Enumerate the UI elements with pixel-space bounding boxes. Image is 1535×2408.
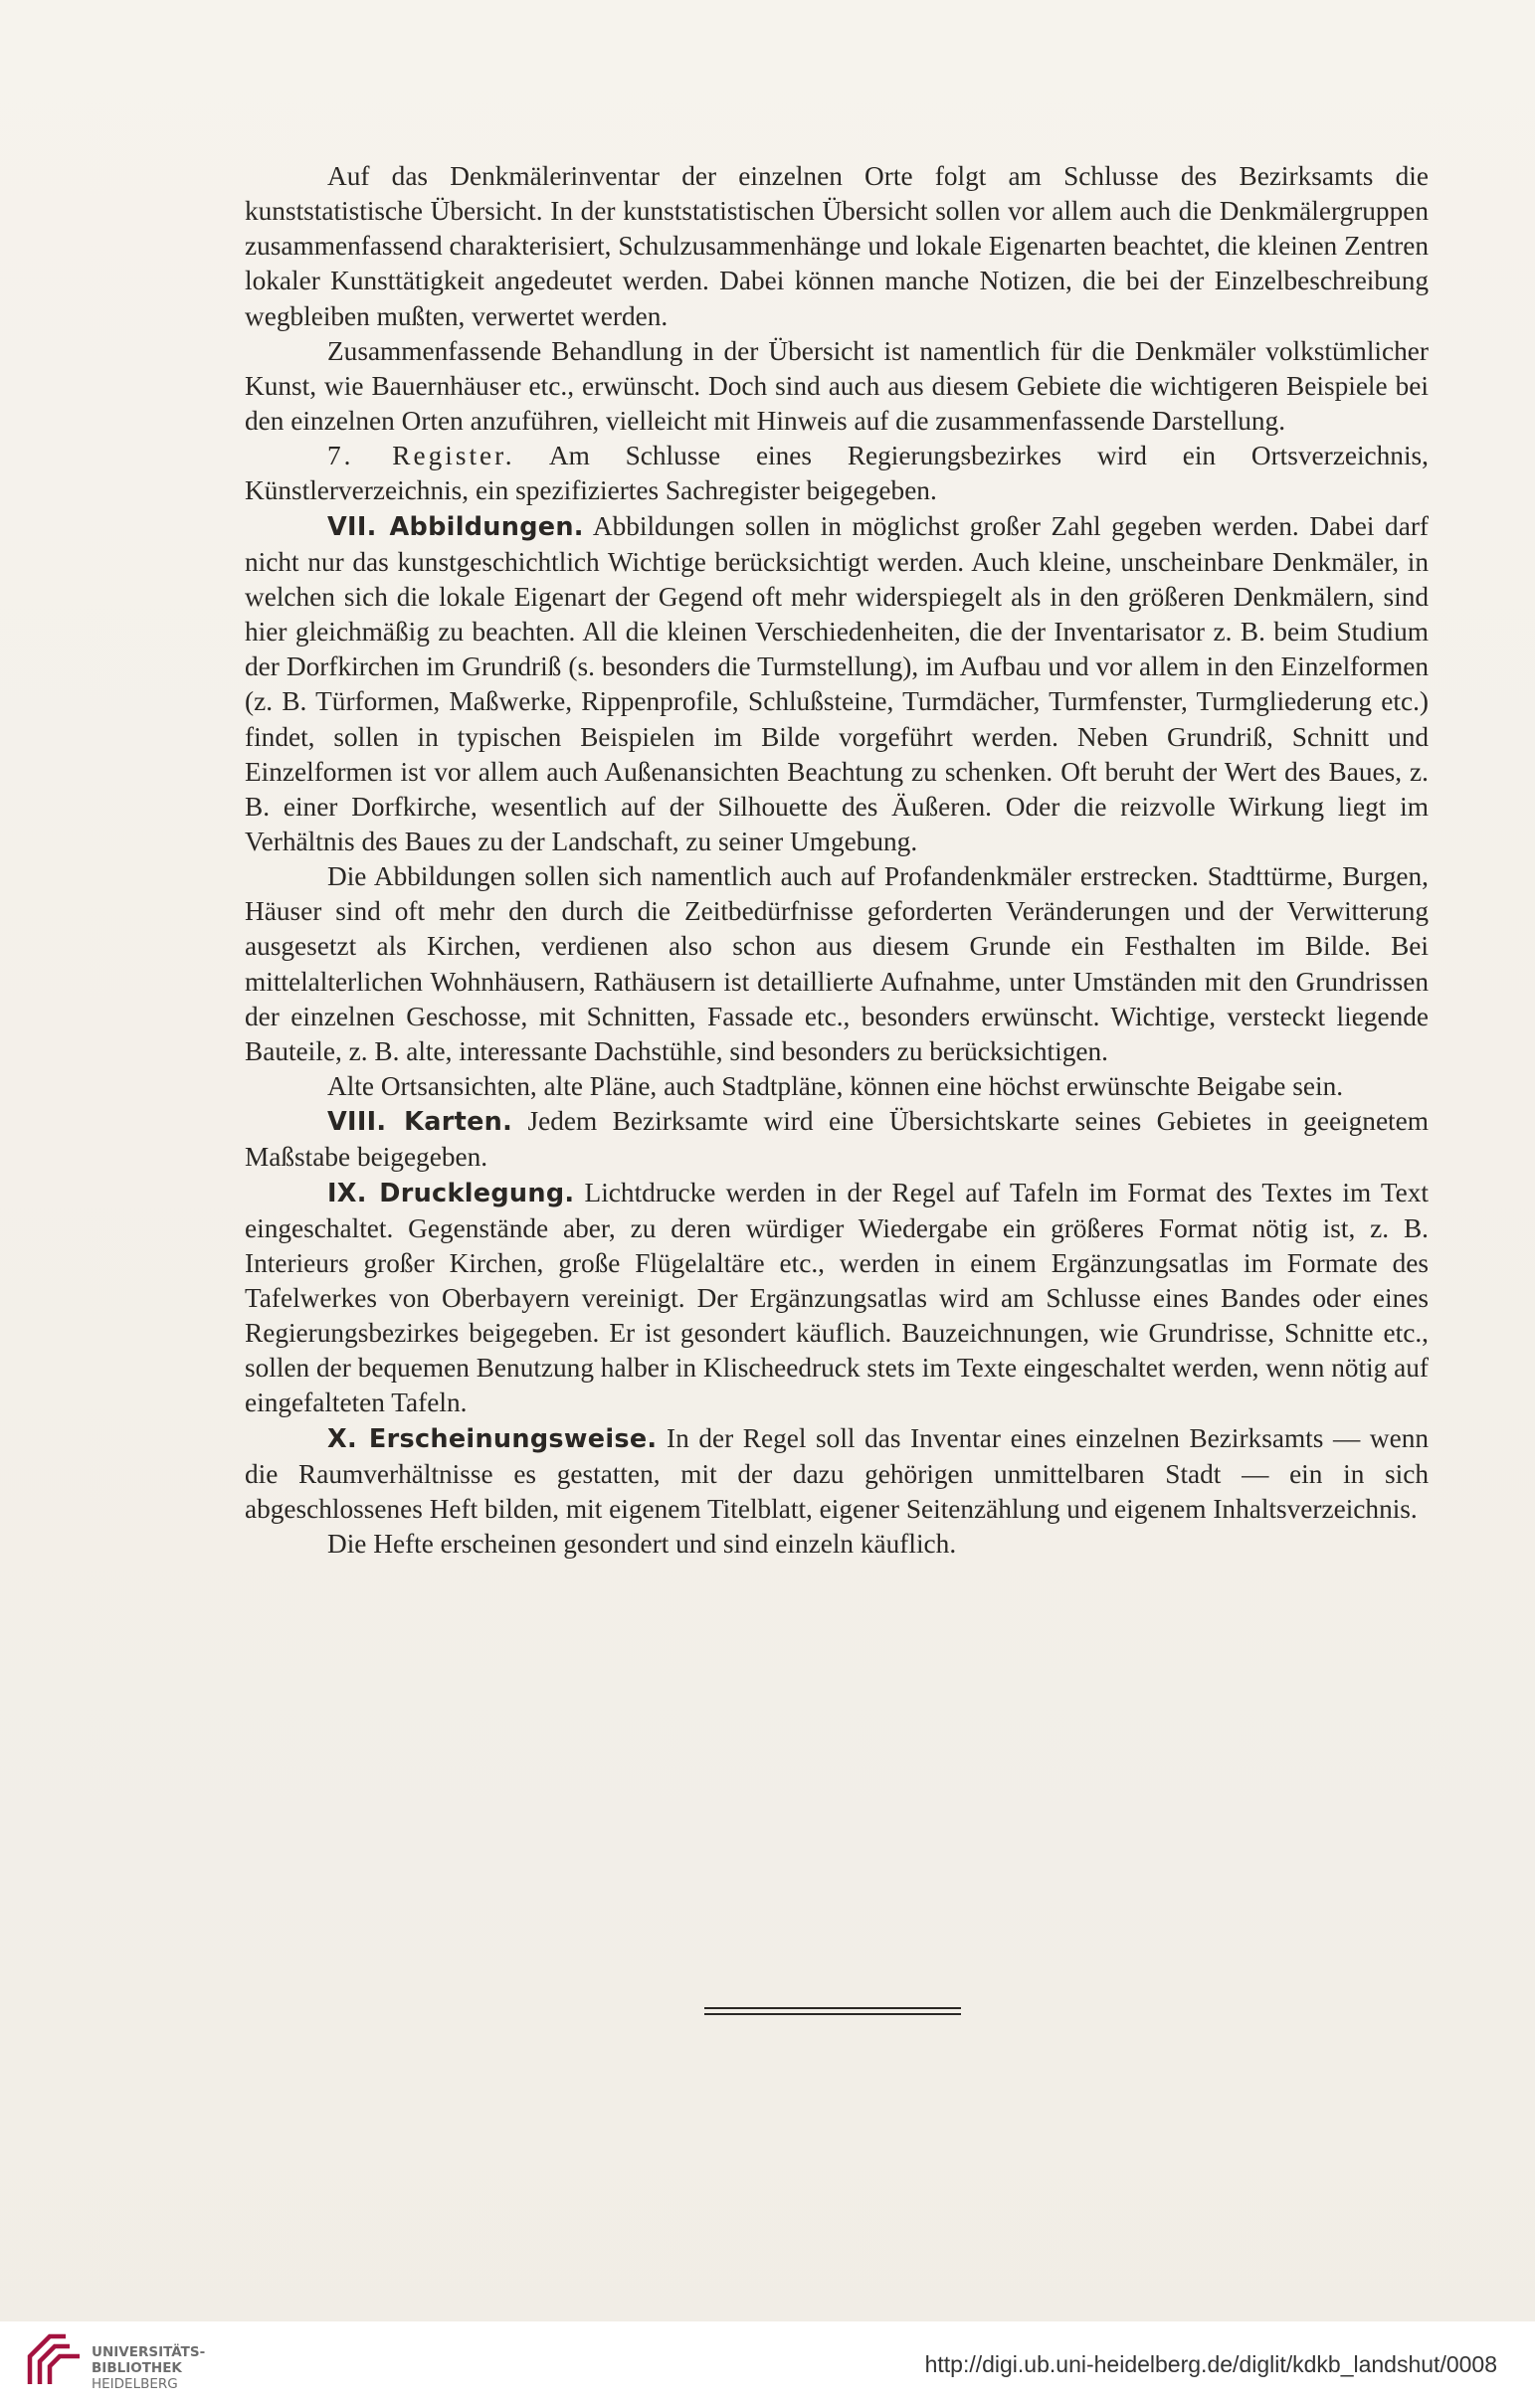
paragraph-erscheinungsweise	[245, 1421, 1429, 1527]
paragraph-karten-text: Jedem Bezirksamte wird eine Übersichtskarte seines Gebietes in geeignetem Maßstabe beigegeben.	[245, 1106, 1429, 1173]
paragraph-abbildungen-text: Abbildungen sollen in möglichst großer Zahl gegeben werden. Dabei darf nicht nur das kunstgeschichtlich Wichtige berücksichtigt werden. Auch kleine, unscheinbare Denkmäler, in welchen sich die lokale Eigenart der Gegend oft mehr widerspiegelt als in den größeren Denkmälern, sind hier gleichmäßig zu beachten. All die kleinen Verschiedenheiten, die der Inventarisator z. B. beim Studium der Dorfkirchen im Grundriß (s. besonders die Turmstellung), im Aufbau und vor allem in den Einzelformen (z. B. Türformen, Maßwerke, Rippenprofile, Schlußsteine, Turmdächer, Turmfenster, Turmgliederung etc.) findet, sollen in typischen Beispielen im Bilde vorgeführt werden. Neben Grundriß, Schnitt und Einzelformen ist vor allem auch Außenansichten Beachtung zu schenken. Oft beruht der Wert des Baues, z. B. einer Dorfkirche, wesentlich auf der Silhouette des Äußeren. Oder die reizvolle Wirkung liegt im Verhältnis des Baues zu der Landschaft, zu seiner Umgebung.	[245, 510, 1429, 856]
section-label-register: 7. Register.	[327, 441, 515, 471]
library-name-line3: HEIDELBERG	[92, 2376, 178, 2392]
body-text	[245, 159, 1429, 1562]
paragraph-karten	[245, 1104, 1429, 1175]
library-logo-icon[interactable]	[26, 2332, 84, 2388]
paragraph-ortsansichten: Alte Ortsansichten, alte Pläne, auch Stadtpläne, können eine höchst erwünschte Beigabe sein.	[327, 1071, 1344, 1102]
paragraph-register-text: Am Schlusse eines Regierungsbezirkes wird ein Ortsverzeichnis, Künstlerverzeichnis, ein spezifiziertes Sachregister beigegeben.	[245, 441, 1429, 506]
paragraph-erscheinungsweise-text: In der Regel soll das Inventar eines einzelnen Bezirksamts — wenn die Raumverhältnisse es gestatten, mit der dazu gehörigen unmittelbaren Stadt — ein in sich abgeschlossenes Heft bilden, mit eigenem Titelblatt, eigener Seitenzählung und eigenem Inhaltsverzeichnis.	[245, 1422, 1429, 1524]
paragraph-abbildungen	[245, 509, 1429, 860]
source-url-link[interactable]: http://digi.ub.uni-heidelberg.de/diglit/kdkb_landshut/0008	[924, 2351, 1497, 2377]
paragraph-register	[245, 439, 1429, 508]
section-heading-drucklegung: IX. Drucklegung.	[327, 1178, 575, 1208]
paragraph-kunststatistik: Auf das Denkmälerinventar der einzelnen Orte folgt am Schlusse des Bezirksamts die kunststatistische Übersicht. In der kunststatistischen Übersicht sollen vor allem auch die Denkmälergruppen zusammenfassend charakterisiert, Schulzusammenhänge und lokale Eigenarten beachtet, die kleinen Zentren lokaler Kunsttätigkeit angedeutet werden. Dabei können manche Notizen, die bei der Einzelbeschreibung wegbleiben mußten, verwertet werden.	[245, 161, 1429, 331]
section-heading-karten: VIII. Karten.	[327, 1107, 513, 1138]
paragraph-profandenkmaeler: Die Abbildungen sollen sich namentlich auch auf Profandenkmäler erstrecken. Stadttürme, Burgen, Häuser sind oft mehr den durch die Zeitbedürfnisse geforderten Veränderungen und der Verwitterung ausgesetzt als Kirchen, verdienen also schon aus diesem Grunde ein Festhalten im Bilde. Bei mittelalterlichen Wohnhäusern, Rathäusern ist detaillierte Aufnahme, unter Umständen mit den Grundrissen der einzelnen Geschosse, mit Schnitten, Fassade etc., besonders erwünscht. Wichtige, versteckt liegende Bauteile, z. B. alte, interessante Dachstühle, sind besonders zu berücksichtigen.	[245, 861, 1429, 1066]
double-rule-bottom	[704, 2013, 961, 2015]
section-heading-abbildungen: VII. Abbildungen.	[327, 511, 584, 542]
paragraph-drucklegung-text: Lichtdrucke werden in der Regel auf Tafeln im Format des Textes im Text eingeschaltet. Gegenstände aber, zu deren würdiger Wiedergabe ein größeres Format nötig ist, z. B. Interieurs großer Kirchen, große Flügelaltäre etc., werden in einem Ergänzungsatlas im Formate des Tafelwerkes von Oberbayern vereinigt. Der Ergänzungsatlas wird am Schlusse eines Bandes oder eines Regierungsbezirkes beigegeben. Er ist gesondert käuflich. Bauzeichnungen, wie Grundrisse, Schnitte etc., sollen der bequemen Benutzung halber in Klischeedruck stets im Texte eingeschaltet werden, wenn nötig auf eingefalteten Tafeln.	[245, 1177, 1430, 1418]
paragraph-volkskunst: Zusammenfassende Behandlung in der Übersicht ist namentlich für die Denkmäler volkstümlicher Kunst, wie Bauernhäuser etc., erwünscht. Doch sind auch aus diesem Gebiete die wichtigeren Beispiele bei den einzelnen Orten anzuführen, vielleicht mit Hinweis auf die zusammenfassende Darstellung.	[245, 335, 1429, 437]
paragraph-hefte: Die Hefte erscheinen gesondert und sind einzeln käuflich.	[327, 1529, 957, 1560]
library-name-line1: UNIVERSITÄTS-	[92, 2344, 206, 2360]
paragraph-drucklegung	[245, 1176, 1429, 1421]
library-name-line2: BIBLIOTHEK	[92, 2360, 182, 2376]
library-name	[92, 2344, 205, 2392]
section-heading-erscheinungsweise: X. Erscheinungsweise.	[327, 1423, 658, 1454]
double-rule-top	[704, 2007, 961, 2009]
